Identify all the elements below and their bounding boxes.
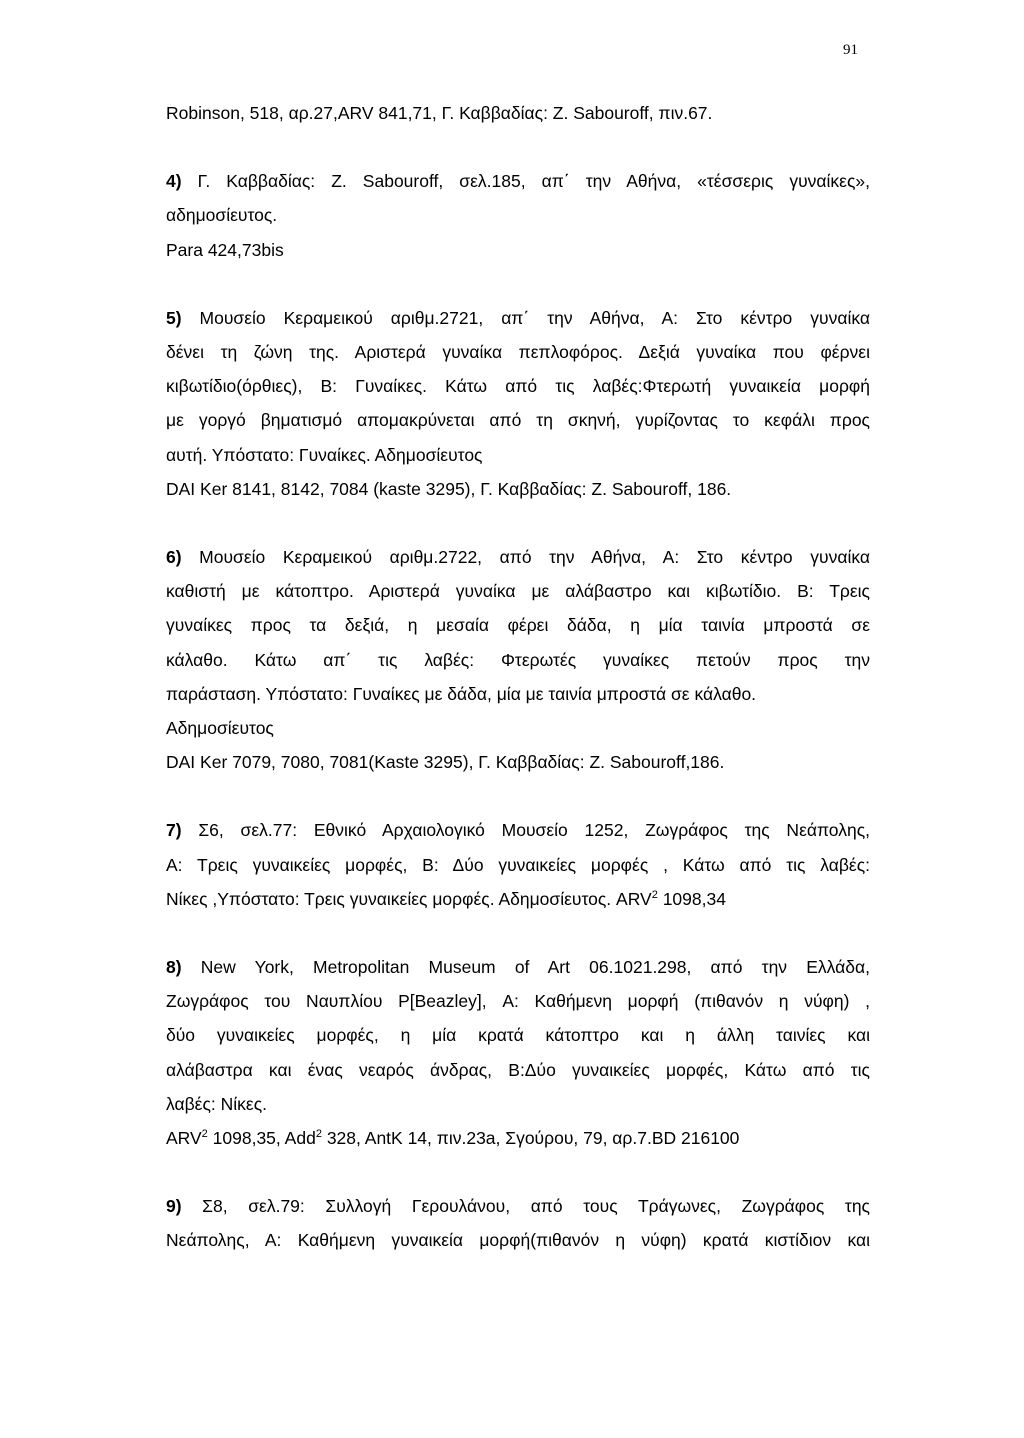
entry-4-line-2: αδημοσίευτος. (166, 205, 278, 226)
entry-number: 6) (166, 547, 182, 568)
entry-6-line-3: γυναίκες προς τα δεξιά, η μεσαία φέρει δάδα, η μία ταινία μπροστά σε (166, 615, 870, 636)
entry-text: Νίκες ,Υπόστατο: Τρεις γυναικείες μορφές. Αδημοσίευτος. ARV (166, 888, 652, 909)
entry-8-line-5: λαβές: Νίκες. (166, 1093, 268, 1114)
entry-text: 1098,34 (657, 888, 726, 909)
entry-text: Μουσείο Κεραμεικού αριθμ.2722, από την Αθήνα, Α: Στο κέντρο γυναίκα (181, 547, 870, 568)
entry-8-line-1 (166, 950, 870, 984)
entry-4 (166, 164, 870, 267)
superscript: 2 (315, 1128, 322, 1141)
entry-8-line-2: Ζωγράφος του Ναυπλίου P[Beazley], Α: Καθήμενη μορφή (πιθανόν η νύφη) , (166, 991, 870, 1012)
entry-number: 4) (166, 171, 182, 192)
page-number: 91 (843, 42, 858, 58)
entry-9-line-1 (166, 1189, 870, 1223)
entry-8 (166, 950, 870, 1155)
entry-text: New York, Metropolitan Museum of Art 06.1021.298, από την Ελλάδα, (181, 957, 870, 978)
paragraph-gap (166, 779, 870, 813)
entry-9 (166, 1189, 870, 1257)
entry-text: Σ6, σελ.77: Εθνικό Αρχαιολογικό Μουσείο 1252, Ζωγράφος της Νεάπολης, (181, 820, 870, 841)
entry-8-line-4: αλάβαστρα και ένας νεαρός άνδρας, Β:Δύο γυναικείες μορφές, Κάτω από τις (166, 1059, 870, 1080)
paragraph-gap (166, 916, 870, 950)
entry-5-line-2: δένει τη ζώνη της. Αριστερά γυναίκα πεπλοφόρος. Δεξιά γυναίκα που φέρνει (166, 342, 870, 363)
entry-7-line-2: Α: Τρεις γυναικείες μορφές, Β: Δύο γυναικείες μορφές , Κάτω από τις λαβές: (166, 854, 870, 875)
superscript: 2 (651, 888, 658, 901)
entry-6-line-6: Αδημοσίευτος (166, 718, 274, 739)
entry-text: ARV (166, 1128, 202, 1149)
entry-6 (166, 540, 870, 779)
entry-5-line-1 (166, 301, 870, 335)
entry-7 (166, 813, 870, 916)
entry-6-line-5: παράσταση. Υπόστατο: Γυναίκες με δάδα, μία με ταινία μπροστά σε κάλαθο. (166, 683, 757, 704)
entry-5-line-4: με γοργό βηματισμό απομακρύνεται από τη σκηνή, γυρίζοντας το κεφάλι προς (166, 410, 870, 431)
entry-text: 1098,35, Add (207, 1128, 316, 1149)
entry-6-line-1 (166, 540, 870, 574)
paragraph-gap (166, 1155, 870, 1189)
entry-9-line-2: Νεάπολης, Α: Καθήμενη γυναικεία μορφή(πιθανόν η νύφη) κρατά κιστίδιον και (166, 1230, 870, 1251)
paragraph-gap (166, 267, 870, 301)
entry-6-line-2: καθιστή με κάτοπτρο. Αριστερά γυναίκα με αλάβαστρο και κιβωτίδιο. Β: Τρεις (166, 581, 870, 602)
entry-5-line-3: κιβωτίδιο(όρθιες), Β: Γυναίκες. Κάτω από τις λαβές:Φτερωτή γυναικεία μορφή (166, 376, 870, 397)
entry-text: Σ8, σελ.79: Συλλογή Γερουλάνου, από τους Τράγωνες, Ζωγράφος της (181, 1196, 870, 1217)
entry-6-line-4: κάλαθο. Κάτω απ΄ τις λαβές: Φτερωτές γυναίκες πετούν προς την (166, 649, 870, 670)
intro-line: Robinson, 518, αρ.27,ARV 841,71, Γ. Καββαδίας: Ζ. Sabouroff, πιν.67. (166, 103, 713, 123)
entry-5-line-6: DAI Ker 8141, 8142, 7084 (kaste 3295), Γ. Καββαδίας: Ζ. Sabouroff, 186. (166, 478, 732, 499)
entry-number: 7) (166, 820, 182, 841)
entry-number: 5) (166, 307, 182, 328)
entry-5 (166, 301, 870, 506)
entry-5-line-5: αυτή. Υπόστατο: Γυναίκες. Αδημοσίευτος (166, 444, 483, 465)
entry-4-line-3: Para 424,73bis (166, 239, 284, 260)
entry-number: 8) (166, 957, 182, 978)
entry-8-line-3: δύο γυναικείες μορφές, η μία κρατά κάτοπτρο και η άλλη ταινίες και (166, 1025, 870, 1046)
paragraph-gap (166, 130, 870, 164)
superscript: 2 (201, 1128, 208, 1141)
entry-7-line-3 (166, 882, 870, 916)
paragraph-gap (166, 506, 870, 540)
entry-6-line-7: DAI Ker 7079, 7080, 7081(Kaste 3295), Γ. Καββαδίας: Ζ. Sabouroff,186. (166, 752, 725, 773)
entry-7-line-1 (166, 813, 870, 847)
entry-8-line-6 (166, 1121, 870, 1155)
entry-text: Μουσείο Κεραμεικού αριθμ.2721, απ΄ την Αθήνα, Α: Στο κέντρο γυναίκα (181, 307, 870, 328)
entry-text: 328, AntK 14, πιν.23a, Σγούρου, 79, αρ.7.BD 216100 (321, 1128, 740, 1149)
entry-text: Γ. Καββαδίας: Ζ. Sabouroff, σελ.185, απ΄ την Αθήνα, «τέσσερις γυναίκες», (181, 171, 870, 192)
entry-number: 9) (166, 1196, 182, 1217)
document-body (166, 96, 870, 1258)
entry-4-line-1 (166, 164, 870, 198)
